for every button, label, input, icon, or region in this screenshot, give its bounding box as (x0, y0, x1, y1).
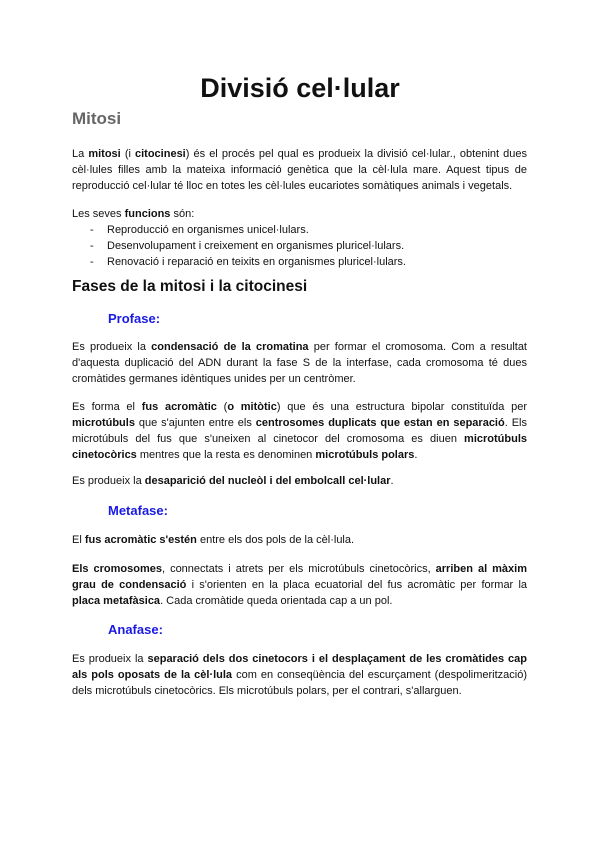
intro-paragraph: La mitosi (i citocinesi) és el procés pel qual es produeix la divisió cel·lular., obtenint dues cèl·lules filles amb la mateixa informació genètica que la cèl·lula mare. Aquest tipus de reproducció cel·lular té lloc en totes les cèl·lules eucariotes somàtiques animals i vegetals. (72, 148, 527, 192)
profase-paragraph-1: Es produeix la condensació de la cromatina per formar el cromosoma. Com a resultat d'aquesta duplicació del ADN durant la fase S de la interfase, cada cromosoma té dues cromàtides germanes idèntiques unides per un centròmer. (72, 341, 527, 385)
anafase-heading: Anafase: (108, 622, 163, 637)
functions-intro: Les seves funcions són: (72, 208, 195, 220)
list-item: - Desenvolupament i creixement en organismes pluricel·lulars. (72, 238, 527, 254)
page-title: Divisió cel·lular (200, 73, 400, 103)
functions-list (72, 222, 527, 270)
metafase-heading: Metafase: (108, 503, 168, 518)
section-heading-mitosi: Mitosi (72, 109, 122, 128)
list-item: - Reproducció en organismes unicel·lulars. (72, 222, 527, 238)
profase-paragraph-2: Es forma el fus acromàtic (o mitòtic) que és una estructura bipolar constituïda per microtúbuls que s'ajunten entre els centrosomes duplicats que estan en separació. Els microtúbuls del fus que s'uneixen al cinetocor del cromosoma es diuen microtúbuls cinetocòrics mentres que la resta es denominen microtúbuls polars. (72, 401, 527, 461)
metafase-paragraph-2: Els cromosomes, connectats i atrets per els microtúbuls cinetocòrics, arriben al màxim grau de condensació i s'orienten en la placa ecuatorial del fus acromàtic per formar la placa metafàsica. Cada cromàtide queda orientada cap a un pol. (72, 563, 528, 607)
anafase-paragraph-1: Es produeix la separació dels dos cinetocors i el desplaçament de les cromàtides cap als pols oposats de la cèl·lula com en conseqüència del escurçament (despolimerització) dels microtúbuls cinetocòrics. Els microtúbuls polars, per el contrari, s'allarguen. (72, 653, 527, 697)
profase-paragraph-3: Es produeix la desaparició del nucleòl i del embolcall cel·lular. (72, 475, 394, 487)
profase-heading: Profase: (108, 311, 161, 326)
metafase-paragraph-1: El fus acromàtic s'estén entre els dos pols de la cèl·lula. (72, 534, 355, 546)
list-item: - Renovació i reparació en teixits en organismes pluricel·lulars. (72, 254, 527, 270)
phases-heading: Fases de la mitosi i la citocinesi (72, 278, 308, 295)
